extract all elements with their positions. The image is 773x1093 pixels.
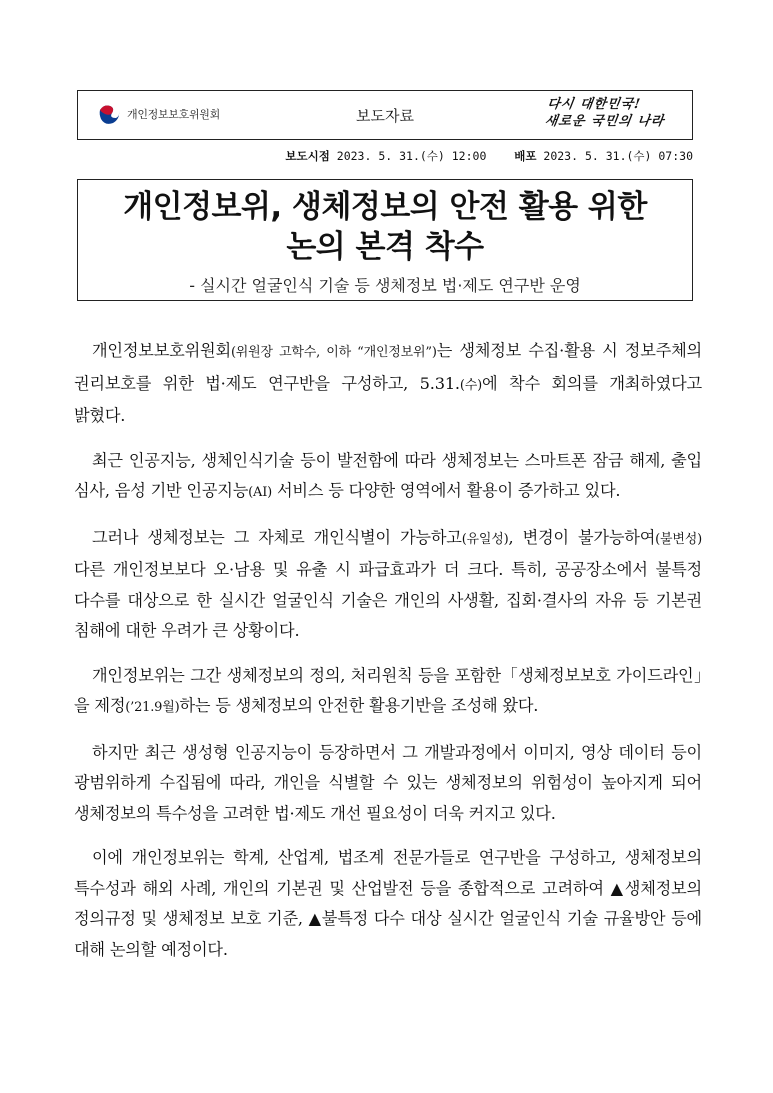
text-segment-small: (AI) bbox=[248, 485, 273, 500]
text-segment: 서비스 등 다양한 영역에서 활용이 증가하고 있다. bbox=[272, 481, 621, 500]
text-segment-small: (위원장 고학수, 이하 “개인정보위”) bbox=[230, 345, 437, 360]
paragraph-6: 이에 개인정보위는 학계, 산업계, 법조계 전문가들로 연구반을 구성하고, 생체정보의 특수성과 해외 사례, 개인의 기본권 및 산업발전 등을 종합적으로 고려하여 ▲생체정보의 정의규정 및 생체정보 보호 기준, ▲불특정 다수 대상 실시간 얼굴인식 기술 규율방안 등에 대해 논의할 예정이다. bbox=[74, 848, 702, 959]
slogan-line-2: 새로운 국민의 나라 bbox=[544, 114, 666, 129]
text-segment: 하는 등 생체정보의 안전한 활용기반을 조성해 왔다. bbox=[179, 696, 539, 715]
paragraph-2 bbox=[74, 446, 702, 509]
text-segment: 에 착수 회의를 개최하였다고 밝혔다. bbox=[74, 373, 702, 425]
subheadline: - 실시간 얼굴인식 기술 등 생체정보 법·제도 연구반 운영 bbox=[189, 276, 581, 295]
text-segment-small: (유일성) bbox=[461, 531, 509, 547]
headline bbox=[78, 187, 692, 267]
paragraph-5: 하지만 최근 생성형 인공지능이 등장하면서 그 개발과정에서 이미지, 영상 데이터 등이 광범위하게 수집됨에 따라, 개인을 식별할 수 있는 생체정보의 위험성이 높아지게 되어 생체정보의 특수성을 고려한 법·제도 개선 필요성이 더욱 커지고 있다. bbox=[74, 742, 702, 823]
header-box bbox=[77, 90, 693, 140]
text-segment: , 변경이 불가능하여 bbox=[508, 527, 656, 547]
distribution-label: 배포 bbox=[514, 149, 537, 163]
headline-line-2: 논의 본격 착수 bbox=[286, 229, 484, 265]
paragraph-4 bbox=[74, 661, 702, 724]
document-type-label: 보도자료 bbox=[356, 107, 414, 125]
paragraph-3 bbox=[74, 523, 702, 647]
text-segment: 개인정보위는 그간 생체정보의 정의, 처리원칙 등을 포함한「생체정보보호 가이드라인」을 제정 bbox=[74, 665, 702, 715]
headline-line-1: 개인정보위, 생체정보의 안전 활용 위한 bbox=[123, 189, 647, 225]
slogan-line-1: 다시 대한민국! bbox=[546, 97, 643, 112]
text-segment: 개인정보보호위원회 bbox=[92, 341, 231, 360]
slogan bbox=[544, 96, 668, 130]
text-segment: 는 생체정보 수집·활용 시 정보주체의 권리보호를 위한 법·제도 연구반을 구성하고, 5.31. bbox=[74, 341, 702, 393]
release-info bbox=[285, 148, 693, 164]
title-box bbox=[77, 179, 693, 301]
org-name: 개인정보보호위원회 bbox=[127, 108, 220, 121]
text-segment-small: (불변성) bbox=[655, 531, 702, 547]
text-segment: 다른 개인정보보다 오·남용 및 유출 시 파급효과가 더 크다. 특히, 공공장소에서 불특정 다수를 대상으로 한 실시간 얼굴인식 기술은 개인의 사생활, 집회·결사의 자유 등 기본권 침해에 대한 우려가 큰 상황이다. bbox=[74, 560, 702, 640]
text-segment-small: (’21.9월) bbox=[125, 700, 180, 715]
distribution-value: 2023. 5. 31.(수) 07:30 bbox=[543, 149, 693, 163]
embargo-value: 2023. 5. 31.(수) 12:00 bbox=[336, 149, 487, 163]
text-segment: 최근 인공지능, 생체인식기술 등이 발전함에 따라 생체정보는 스마트폰 잠금 해제, 출입 심사, 음성 기반 인공지능 bbox=[74, 450, 702, 500]
paragraph-1 bbox=[74, 336, 702, 432]
text-segment: 그러나 생체정보는 그 자체로 개인식별이 가능하고 bbox=[92, 527, 462, 547]
text-segment-small: (수) bbox=[459, 377, 482, 393]
embargo-label: 보도시점 bbox=[285, 149, 330, 163]
article-body bbox=[74, 336, 702, 979]
